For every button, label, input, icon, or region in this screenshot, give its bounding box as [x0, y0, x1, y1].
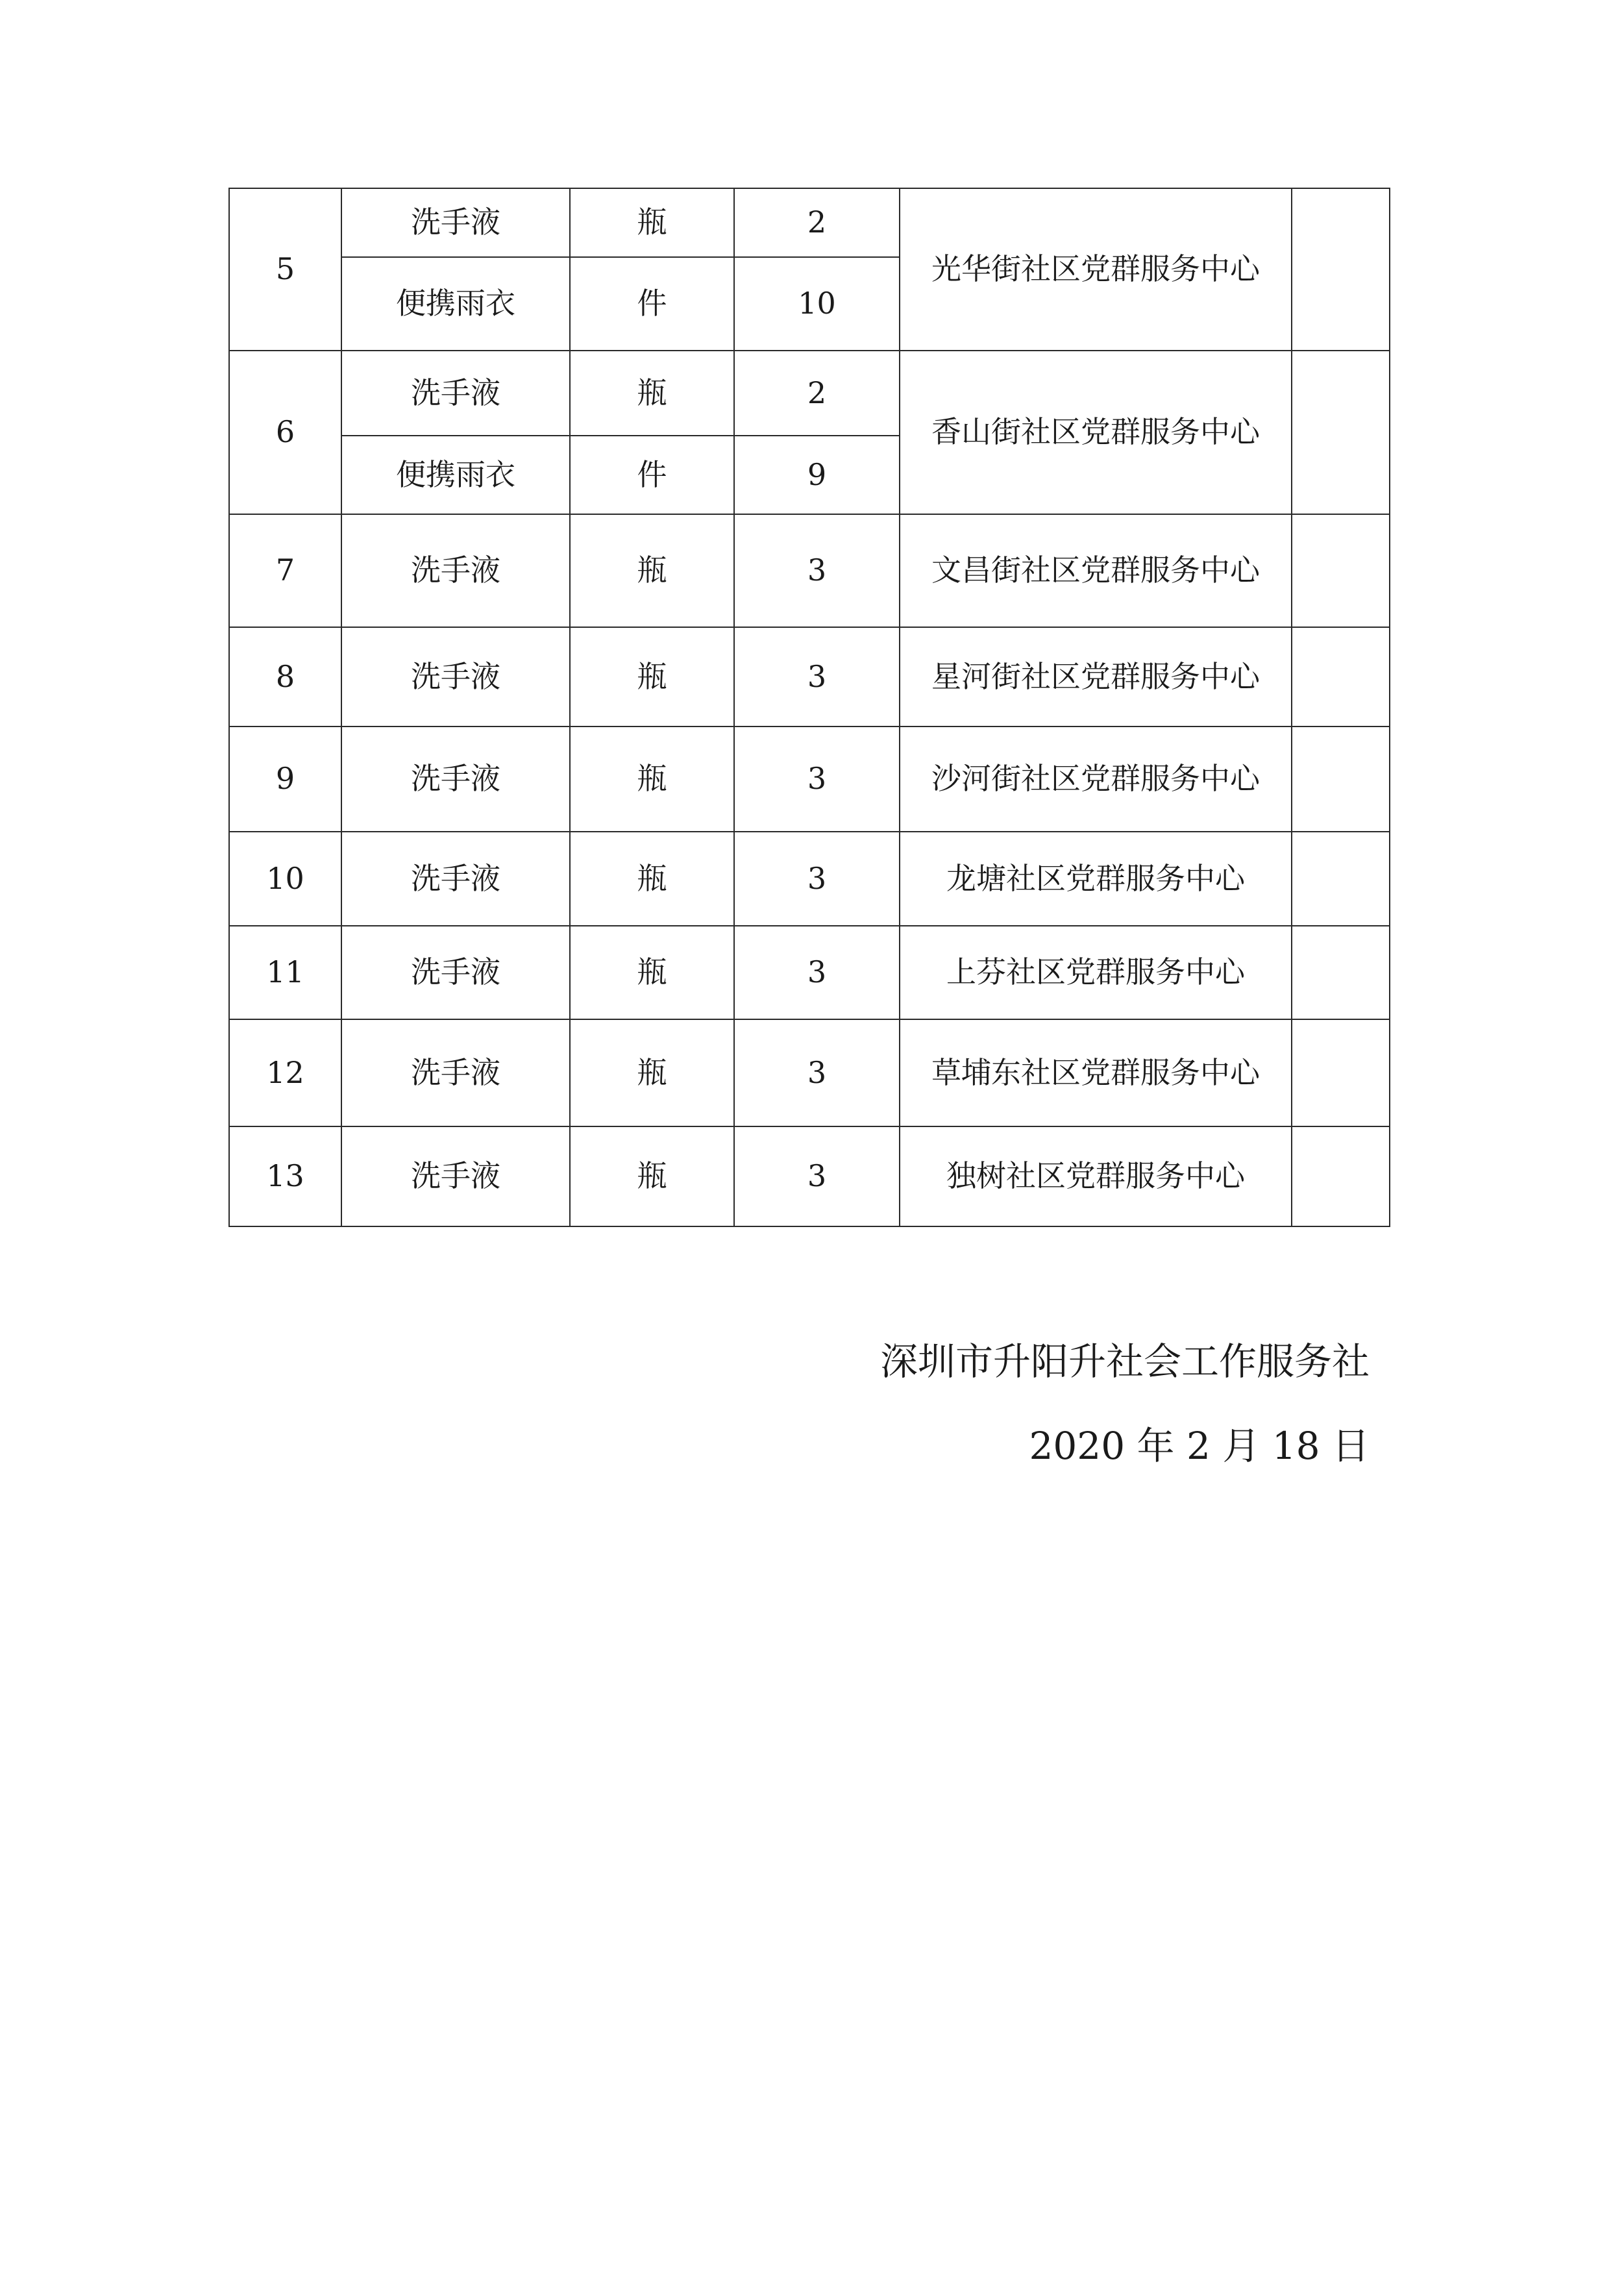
note-cell	[1292, 832, 1390, 926]
item-name-cell: 洗手液	[341, 832, 570, 926]
item-name-cell: 便携雨衣	[341, 257, 570, 351]
unit-cell: 瓶	[570, 188, 734, 257]
table-row	[229, 1019, 1390, 1126]
quantity-cell: 10	[734, 257, 900, 351]
table-row	[229, 514, 1390, 627]
quantity-cell: 3	[734, 627, 900, 727]
recipient-org-cell: 沙河街社区党群服务中心	[900, 727, 1292, 832]
quantity-cell: 3	[734, 1019, 900, 1126]
recipient-org-cell: 独树社区党群服务中心	[900, 1126, 1292, 1226]
quantity-cell: 2	[734, 188, 900, 257]
item-name-cell: 便携雨衣	[341, 436, 570, 514]
quantity-cell: 3	[734, 514, 900, 627]
quantity-cell: 3	[734, 926, 900, 1019]
item-name-cell: 洗手液	[341, 926, 570, 1019]
note-cell	[1292, 926, 1390, 1019]
note-cell	[1292, 627, 1390, 727]
row-number-cell: 8	[229, 627, 341, 727]
row-number-cell: 12	[229, 1019, 341, 1126]
recipient-org-cell: 文昌街社区党群服务中心	[900, 514, 1292, 627]
note-cell	[1292, 351, 1390, 514]
item-name-cell: 洗手液	[341, 727, 570, 832]
quantity-cell: 3	[734, 832, 900, 926]
row-number-cell: 9	[229, 727, 341, 832]
unit-cell: 瓶	[570, 1126, 734, 1226]
item-name-cell: 洗手液	[341, 188, 570, 257]
unit-cell: 瓶	[570, 832, 734, 926]
row-number-cell: 6	[229, 351, 341, 514]
signature-organization: 深圳市升阳升社会工作服务社	[880, 1339, 1370, 1384]
recipient-org-cell: 龙塘社区党群服务中心	[900, 832, 1292, 926]
note-cell	[1292, 514, 1390, 627]
note-cell	[1292, 1126, 1390, 1226]
note-cell	[1292, 1019, 1390, 1126]
item-name-cell: 洗手液	[341, 514, 570, 627]
quantity-cell: 9	[734, 436, 900, 514]
unit-cell: 瓶	[570, 627, 734, 727]
table-row	[229, 727, 1390, 832]
recipient-org-cell: 草埔东社区党群服务中心	[900, 1019, 1292, 1126]
table-row	[229, 832, 1390, 926]
item-name-cell: 洗手液	[341, 351, 570, 436]
note-cell	[1292, 727, 1390, 832]
item-name-cell: 洗手液	[341, 627, 570, 727]
quantity-cell: 3	[734, 1126, 900, 1226]
unit-cell: 瓶	[570, 727, 734, 832]
row-number-cell: 10	[229, 832, 341, 926]
table-row	[229, 627, 1390, 727]
table-row	[229, 926, 1390, 1019]
distribution-table	[228, 188, 1390, 1227]
table-row	[229, 188, 1390, 257]
unit-cell: 瓶	[570, 514, 734, 627]
recipient-org-cell: 星河街社区党群服务中心	[900, 627, 1292, 727]
recipient-org-cell: 光华街社区党群服务中心	[900, 188, 1292, 351]
note-cell	[1292, 188, 1390, 351]
quantity-cell: 3	[734, 727, 900, 832]
recipient-org-cell: 香山街社区党群服务中心	[900, 351, 1292, 514]
unit-cell: 瓶	[570, 926, 734, 1019]
row-number-cell: 13	[229, 1126, 341, 1226]
row-number-cell: 11	[229, 926, 341, 1019]
item-name-cell: 洗手液	[341, 1126, 570, 1226]
recipient-org-cell: 上芬社区党群服务中心	[900, 926, 1292, 1019]
table-row	[229, 1126, 1390, 1226]
quantity-cell: 2	[734, 351, 900, 436]
unit-cell: 瓶	[570, 351, 734, 436]
table-row	[229, 351, 1390, 436]
row-number-cell: 5	[229, 188, 341, 351]
signature-date: 2020 年 2 月 18 日	[1029, 1424, 1370, 1468]
unit-cell: 件	[570, 436, 734, 514]
unit-cell: 瓶	[570, 1019, 734, 1126]
row-number-cell: 7	[229, 514, 341, 627]
unit-cell: 件	[570, 257, 734, 351]
item-name-cell: 洗手液	[341, 1019, 570, 1126]
